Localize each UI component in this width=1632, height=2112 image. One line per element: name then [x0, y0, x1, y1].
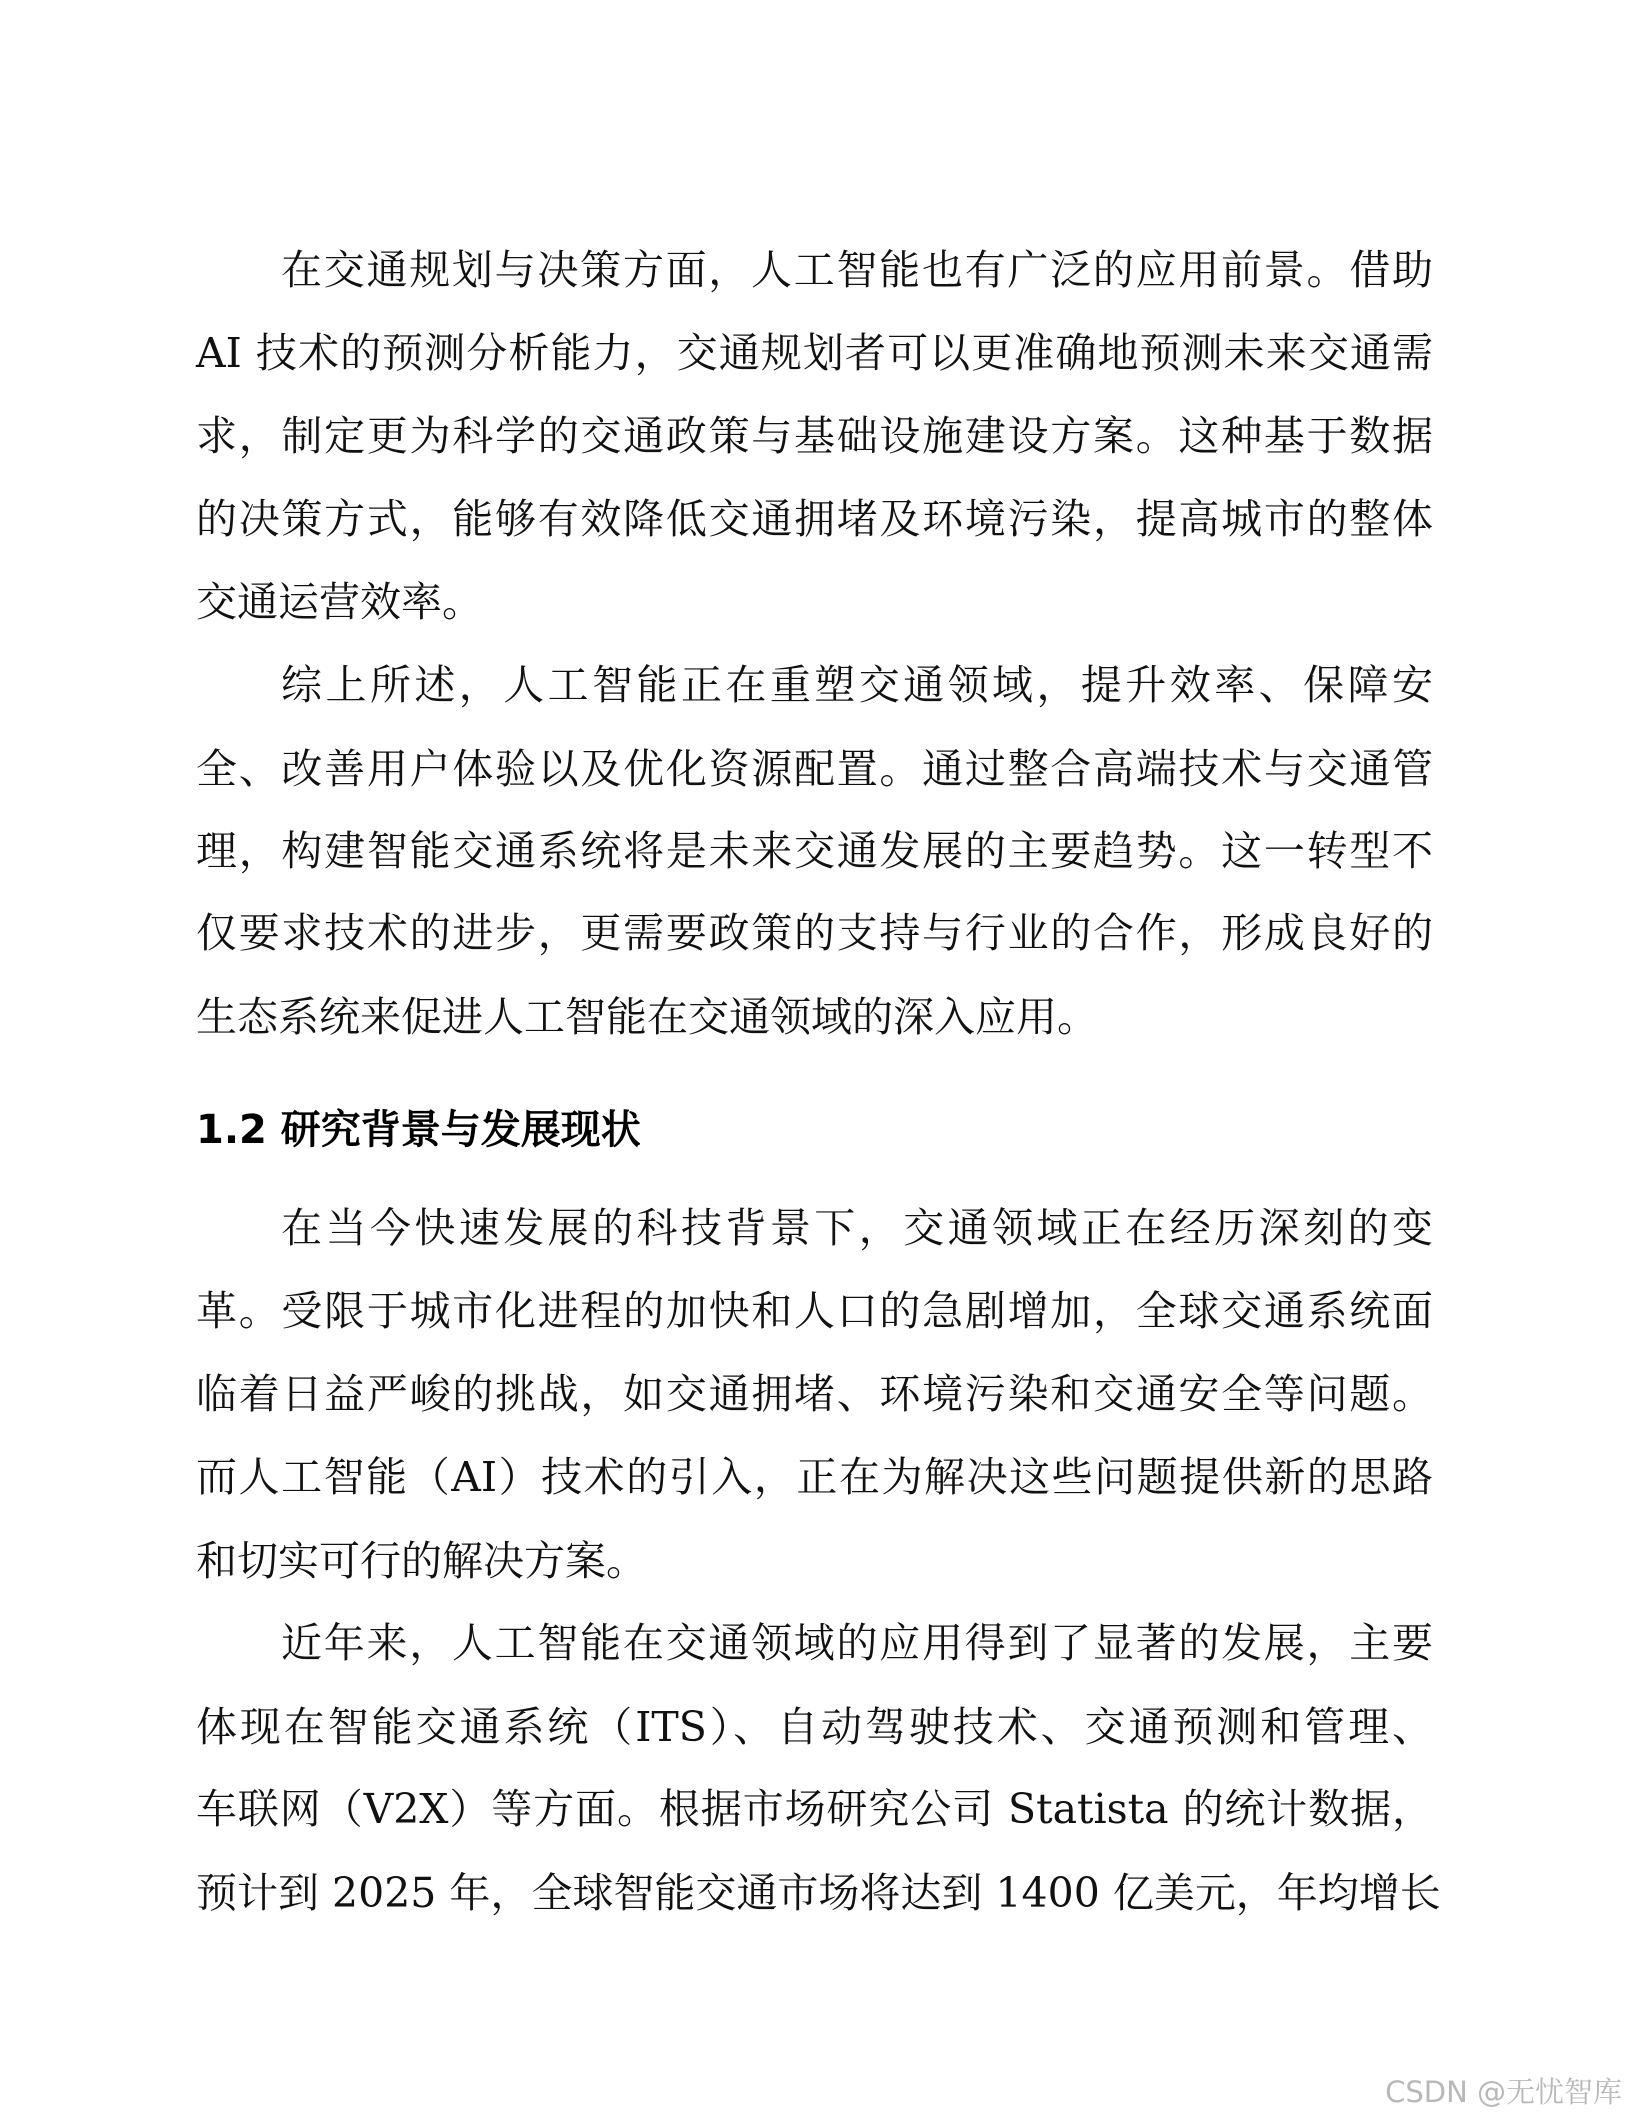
paragraph-line: 革。受限于城市化进程的加快和人口的急剧增加，全球交通系统面 — [196, 1287, 1433, 1335]
paragraph-line: 交通运营效率。 — [196, 578, 483, 626]
paragraph-line: AI 技术的预测分析能力，交通规划者可以更准确地预测未来交通需 — [196, 329, 1433, 377]
paragraph-line: 全、改善用户体验以及优化资源配置。通过整合高端技术与交通管 — [196, 745, 1433, 793]
paragraph-line: 的决策方式，能够有效降低交通拥堵及环境污染，提高城市的整体 — [196, 495, 1433, 543]
watermark: CSDN @无忧智库 — [1385, 2075, 1622, 2109]
paragraph-line: 近年来，人工智能在交通领域的应用得到了显著的发展，主要 — [281, 1619, 1433, 1667]
paragraph-line: 临着日益严峻的挑战，如交通拥堵、环境污染和交通安全等问题。 — [196, 1370, 1433, 1418]
paragraph-line: 在当今快速发展的科技背景下，交通领域正在经历深刻的变 — [281, 1204, 1433, 1252]
paragraph-line: 预计到 2025 年，全球智能交通市场将达到 1400 亿美元，年均增长 — [196, 1869, 1441, 1917]
paragraph-line: 理，构建智能交通系统将是未来交通发展的主要趋势。这一转型不 — [196, 827, 1433, 875]
paragraph-line: 仅要求技术的进步，更需要政策的支持与行业的合作，形成良好的 — [196, 909, 1433, 957]
paragraph-line: 而人工智能（AI）技术的引入，正在为解决这些问题提供新的思路 — [196, 1453, 1433, 1501]
paragraph-line: 生态系统来促进人工智能在交通领域的深入应用。 — [196, 993, 1098, 1041]
paragraph-line: 在交通规划与决策方面，人工智能也有广泛的应用前景。借助 — [281, 246, 1433, 294]
paragraph-line: 综上所述，人工智能正在重塑交通领域，提升效率、保障安 — [281, 661, 1433, 709]
section-heading: 1.2 研究背景与发展现状 — [196, 1107, 641, 1153]
paragraph-line: 求，制定更为科学的交通政策与基础设施建设方案。这种基于数据 — [196, 412, 1433, 460]
paragraph-line: 体现在智能交通系统（ITS）、自动驾驶技术、交通预测和管理、 — [196, 1703, 1433, 1751]
paragraph-line: 车联网（V2X）等方面。根据市场研究公司 Statista 的统计数据， — [196, 1785, 1433, 1833]
paragraph-line: 和切实可行的解决方案。 — [196, 1537, 647, 1585]
